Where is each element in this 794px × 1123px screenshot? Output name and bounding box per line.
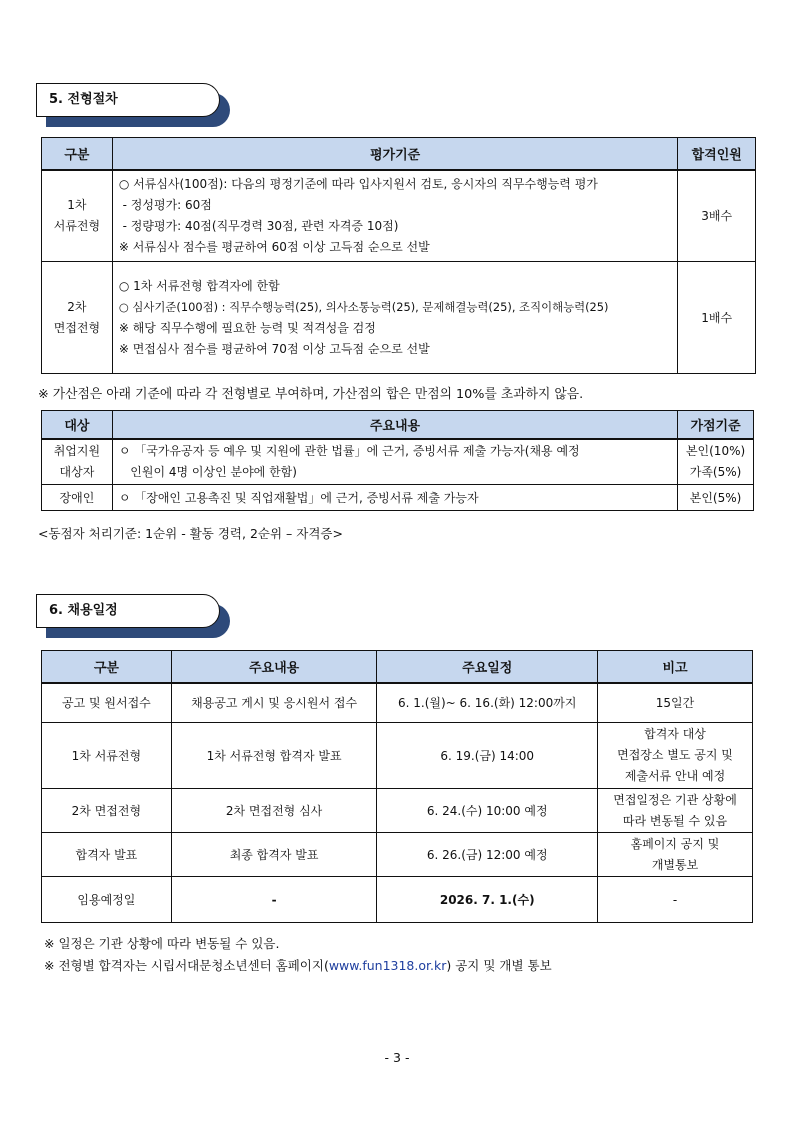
- selection-procedure-table: [41, 137, 756, 374]
- stage-cell: 합격자 발표: [42, 833, 172, 877]
- header-target: 대상: [42, 411, 113, 439]
- header-criteria: 평가기준: [112, 138, 678, 170]
- criteria-cell: ○ 1차 서류전형 합격자에 한함 ○ 심사기준(100점) : 직무수행능력(25), 의사소통능력(25), 문제해결능력(25), 조직이해능력(25) ※ 해당 직무수행에 필요한 능력 및 적격성을 검정 ※ 면접심사 점수를 평균하여 70점 이상 고득점 순으로 선발: [112, 262, 678, 374]
- points-cell: 본인(10%) 가족(5%): [678, 439, 754, 485]
- date-cell: 6. 19.(금) 14:00: [377, 723, 598, 789]
- criteria-cell: ○ 서류심사(100점): 다음의 평정기준에 따라 입사지원서 검토, 응시자의 직무수행능력 평가 - 정성평가: 60점 - 정량평가: 40점(직무경력 30점, 관련 자격증 10점) ※ 서류심사 점수를 평균하여 60점 이상 고득점 순으로 선발: [112, 170, 678, 262]
- table-row: [42, 485, 754, 511]
- date-cell: 6. 24.(수) 10:00 예정: [377, 789, 598, 833]
- header-date: 주요일정: [377, 651, 598, 683]
- bonus-points-table: [41, 410, 754, 511]
- header-pass-count: 합격인원: [678, 138, 756, 170]
- stage-cell: 공고 및 원서접수: [42, 683, 172, 723]
- page-number: - 3 -: [384, 1050, 410, 1065]
- table-row: [42, 262, 756, 374]
- note-prefix: ※ 전형별 합격자는 시립서대문청소년센터 홈페이지(: [44, 958, 329, 973]
- pass-count-cell: 3배수: [678, 170, 756, 262]
- table-row: [42, 683, 753, 723]
- stage-cell: 2차 면접전형: [42, 789, 172, 833]
- date-cell: 2026. 7. 1.(수): [377, 877, 598, 923]
- content-cell: 채용공고 게시 및 응시원서 접수: [171, 683, 377, 723]
- section-5-title: 5. 전형절차: [36, 83, 220, 117]
- table-row: [42, 833, 753, 877]
- pass-count-cell: 1배수: [678, 262, 756, 374]
- content-cell: ㅇ 「장애인 고용촉진 및 직업재활법」에 근거, 증빙서류 제출 가능자: [112, 485, 677, 511]
- schedule-note-1: ※ 일정은 기관 상황에 따라 변동될 수 있음.: [44, 936, 280, 951]
- header-content: 주요내용: [112, 411, 677, 439]
- remark-cell: -: [598, 877, 753, 923]
- table-row: [42, 789, 753, 833]
- header-stage: 구분: [42, 651, 172, 683]
- points-cell: 본인(5%): [678, 485, 754, 511]
- note-suffix: ) 공지 및 개별 통보: [446, 958, 552, 973]
- content-cell: 최종 합격자 발표: [171, 833, 377, 877]
- target-cell: 취업지원 대상자: [42, 439, 113, 485]
- stage-cell: 임용예정일: [42, 877, 172, 923]
- stage-cell: 1차 서류전형: [42, 723, 172, 789]
- section-5-heading: [36, 83, 232, 129]
- schedule-table: [41, 650, 753, 923]
- target-cell: 장애인: [42, 485, 113, 511]
- table-row: [42, 723, 753, 789]
- table-row: [42, 877, 753, 923]
- content-cell: 2차 면접전형 심사: [171, 789, 377, 833]
- stage-cell: 1차 서류전형: [42, 170, 113, 262]
- header-remark: 비고: [598, 651, 753, 683]
- table-row: [42, 170, 756, 262]
- remark-cell: 15일간: [598, 683, 753, 723]
- header-content: 주요내용: [171, 651, 377, 683]
- content-cell: ㅇ 「국가유공자 등 예우 및 지원에 관한 법률」에 근거, 증빙서류 제출 가능자(채용 예정 인원이 4명 이상인 분야에 한함): [112, 439, 677, 485]
- table-row: [42, 439, 754, 485]
- content-cell: -: [171, 877, 377, 923]
- stage-cell: 2차 면접전형: [42, 262, 113, 374]
- section-6-heading: [36, 594, 232, 640]
- header-stage: 구분: [42, 138, 113, 170]
- homepage-link[interactable]: www.fun1318.or.kr: [328, 958, 447, 973]
- remark-cell: 홈페이지 공지 및 개별통보: [598, 833, 753, 877]
- remark-cell: 면접일정은 기관 상황에 따라 변동될 수 있음: [598, 789, 753, 833]
- date-cell: 6. 1.(월)~ 6. 16.(화) 12:00까지: [377, 683, 598, 723]
- bonus-note: ※ 가산점은 아래 기준에 따라 각 전형별로 부여하며, 가산점의 합은 만점의 10%를 초과하지 않음.: [38, 387, 584, 402]
- section-6-title: 6. 채용일정: [36, 594, 220, 628]
- tie-rule: <동점자 처리기준: 1순위 - 활동 경력, 2순위 – 자격증>: [38, 526, 343, 541]
- content-cell: 1차 서류전형 합격자 발표: [171, 723, 377, 789]
- schedule-note-2: [44, 956, 552, 974]
- header-points: 가점기준: [678, 411, 754, 439]
- remark-cell: 합격자 대상 면접장소 별도 공지 및 제출서류 안내 예정: [598, 723, 753, 789]
- date-cell: 6. 26.(금) 12:00 예정: [377, 833, 598, 877]
